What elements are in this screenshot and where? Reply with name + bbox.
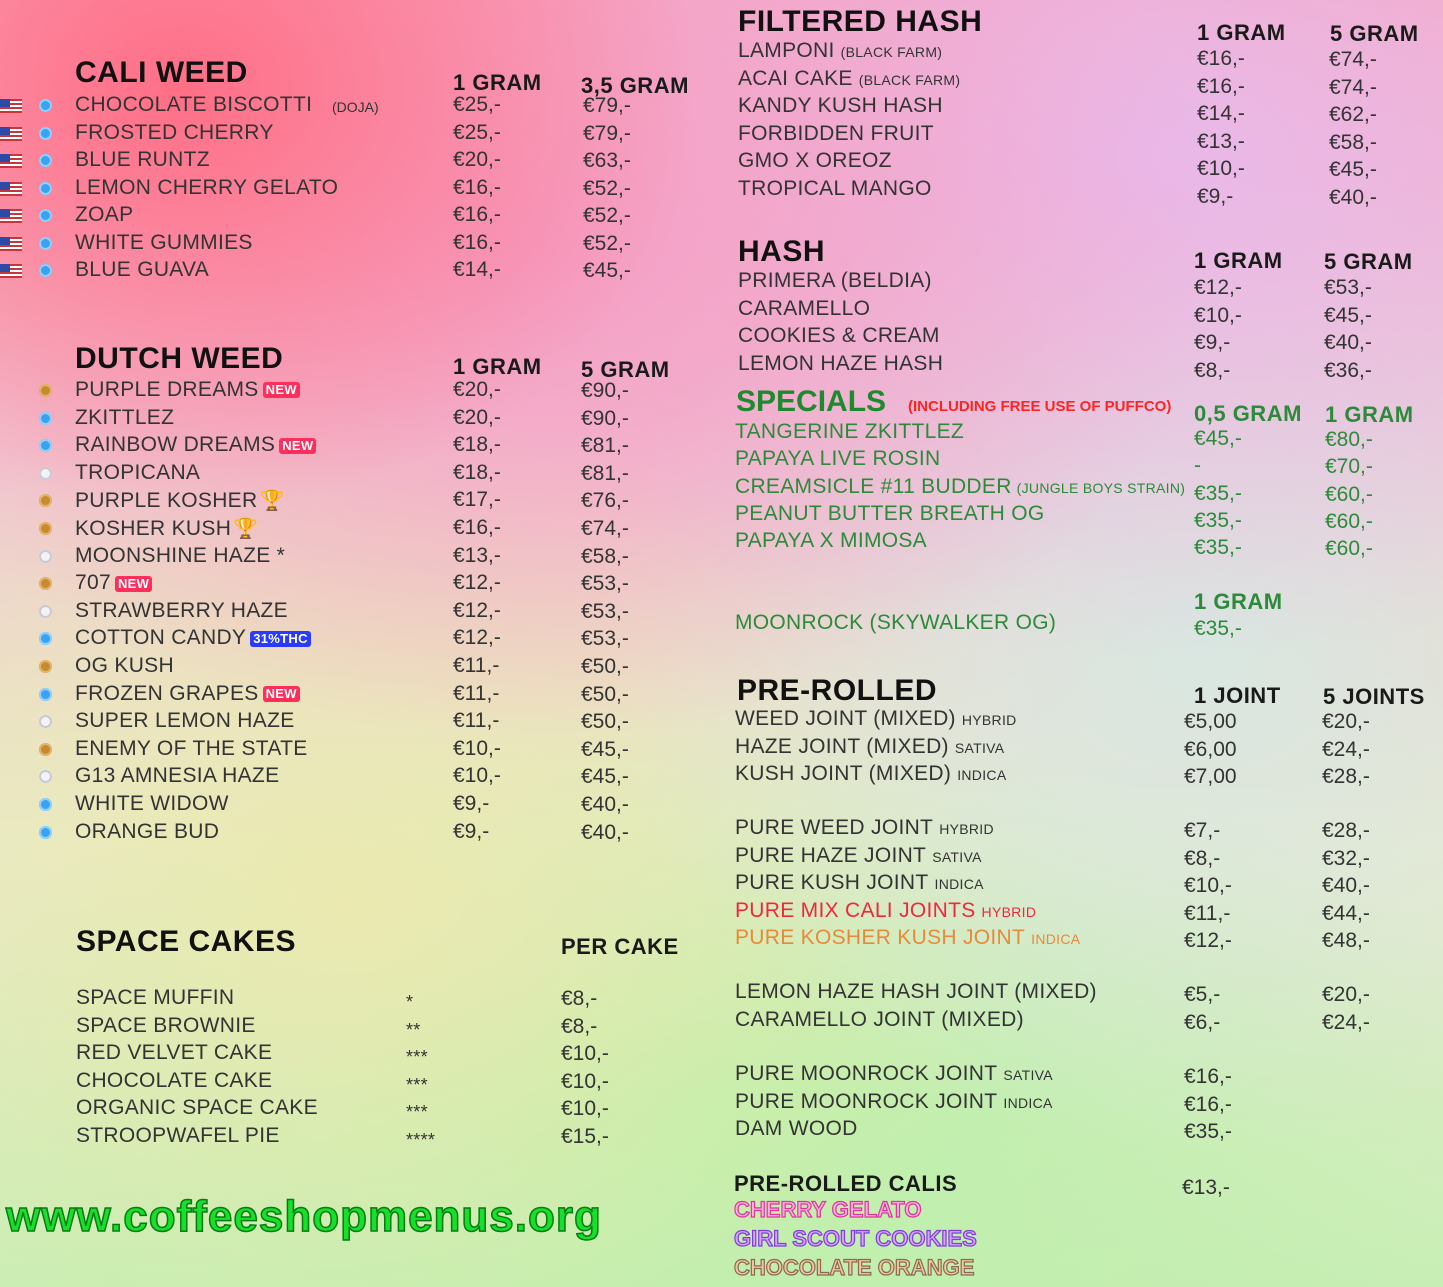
pre-rolled-item <box>735 1117 858 1141</box>
dutch-item-name: ENEMY OF THE STATE <box>75 736 308 760</box>
pre-rolled-price-5: €20,- <box>1322 983 1370 1006</box>
hexagon-white-icon <box>39 715 52 728</box>
dutch-item-price-5g: €81,- <box>581 461 629 485</box>
special-item-note: (JUNGLE BOYS STRAIN) <box>1016 479 1186 496</box>
dutch-item-name: PURPLE DREAMS <box>75 378 259 401</box>
dutch-item <box>75 406 174 430</box>
cali-item-price-1g: €25,- <box>453 120 501 144</box>
special-item <box>735 502 1045 526</box>
moonrock-name: MOONROCK (SKYWALKER OG) <box>735 611 1057 634</box>
pre-rolled-item-name: PURE HAZE JOINT <box>735 843 927 867</box>
pre-rolled-price-1: €7,00 <box>1184 765 1237 788</box>
calis-item-chocolate-orange: CHOCOLATE ORANGE <box>734 1255 975 1280</box>
pre-rolled-item-type: INDICA <box>957 767 1007 783</box>
dutch-item-price-1g: €11,- <box>453 654 500 677</box>
pre-rolled-price-1: €5,- <box>1184 983 1221 1006</box>
hexagon-blue-icon <box>39 826 52 839</box>
cake-item-stars: **** <box>406 1129 436 1150</box>
pre-rolled-price-1: €16,- <box>1184 1065 1232 1088</box>
dutch-item-name: FROZEN GRAPES <box>75 681 259 705</box>
dutch-weed-title: DUTCH WEED <box>75 342 284 375</box>
pre-rolled-price-5: €24,- <box>1322 1010 1370 1034</box>
pre-rolled-item-type: INDICA <box>1031 931 1081 947</box>
filtered-hash-item-name: TROPICAL MANGO <box>738 176 932 200</box>
filtered-hash-item <box>738 149 892 173</box>
hash-price-1g: €9,- <box>1194 331 1231 354</box>
special-price-1g: €60,- <box>1325 537 1373 561</box>
hexagon-white-icon <box>39 770 52 783</box>
hash-price-1g: €12,- <box>1194 276 1242 299</box>
hash-col1: 1 GRAM <box>1194 248 1283 273</box>
pre-rolled-item-name: DAM WOOD <box>735 1117 858 1140</box>
filtered-hash-item <box>738 67 960 91</box>
special-item-name: PEANUT BUTTER BREATH OG <box>735 501 1045 525</box>
dutch-item-price-1g: €12,- <box>453 571 501 595</box>
filtered-hash-item <box>738 177 932 201</box>
us-flag-icon <box>0 99 22 113</box>
pre-rolled-col2: 5 JOINTS <box>1323 684 1425 709</box>
pre-rolled-item <box>735 1062 1053 1086</box>
special-price-1g: €60,- <box>1325 509 1373 533</box>
dutch-item-price-5g: €45,- <box>581 765 629 789</box>
cali-item-price-35g: €79,- <box>583 121 631 145</box>
filtered-hash-price-5g: €40,- <box>1329 185 1377 209</box>
dutch-item-price-1g: €11,- <box>453 681 500 705</box>
dutch-item-name: SUPER LEMON HAZE <box>75 709 295 733</box>
dutch-item <box>75 571 152 595</box>
filtered-hash-item <box>738 122 934 146</box>
cake-item-stars: *** <box>406 1102 428 1122</box>
us-flag-icon <box>0 264 22 278</box>
hexagon-blue-icon <box>39 632 52 645</box>
pre-rolled-price-5: €20,- <box>1322 710 1370 733</box>
dutch-item-price-5g: €45,- <box>581 737 629 761</box>
dutch-item <box>75 488 285 513</box>
dutch-item <box>75 682 300 706</box>
hexagon-orange-icon <box>39 494 52 507</box>
watermark-url: www.coffeeshopmenus.org <box>6 1192 602 1241</box>
hash-price-5g: €53,- <box>1324 276 1372 299</box>
cali-item-price-35g: €52,- <box>583 176 631 200</box>
new-badge: NEW <box>115 576 152 592</box>
cali-item-price-1g: €14,- <box>453 258 501 281</box>
cake-item-price: €8,- <box>561 1014 598 1038</box>
cali-item-name: BLUE GUAVA <box>75 258 210 281</box>
cali-weed-title: CALI WEED <box>75 56 248 89</box>
cake-item-price: €8,- <box>561 987 598 1010</box>
hash-price-1g: €8,- <box>1194 358 1231 382</box>
pre-rolled-price-1: €35,- <box>1184 1120 1232 1143</box>
dutch-item <box>75 599 288 623</box>
cali-item-name: ZOAP <box>75 203 134 226</box>
dutch-item-price-1g: €13,- <box>453 543 501 567</box>
cali-item-price-1g: €25,- <box>453 93 501 116</box>
thc-badge: 31%THC <box>250 631 311 647</box>
special-price-05g: €35,- <box>1194 508 1242 532</box>
filtered-hash-item-note: (BLACK FARM) <box>858 71 961 88</box>
dutch-weed-col1: 1 GRAM <box>453 354 542 379</box>
hexagon-white-icon <box>39 605 52 618</box>
pre-rolled-calis-title: PRE-ROLLED CALIS <box>734 1171 958 1196</box>
pre-rolled-item-type: INDICA <box>1003 1094 1053 1111</box>
filtered-hash-price-5g: €74,- <box>1329 48 1377 71</box>
cali-item-price-35g: €79,- <box>583 94 631 117</box>
hexagon-icon <box>39 154 52 167</box>
cake-item-stars: * <box>406 992 414 1012</box>
specials-note: (INCLUDING FREE USE OF PUFFCO) <box>908 398 1172 415</box>
dutch-item-price-1g: €20,- <box>453 378 501 401</box>
cake-item-name: ORGANIC SPACE CAKE <box>76 1096 318 1119</box>
pre-rolled-item <box>735 980 1097 1004</box>
hash-price-5g: €45,- <box>1324 303 1372 327</box>
cali-item-name: CHOCOLATE BISCOTTI <box>75 93 313 116</box>
filtered-hash-item-name: KANDY KUSH HASH <box>738 94 943 117</box>
hexagon-blue-icon <box>39 798 52 811</box>
dutch-item-price-1g: €9,- <box>453 792 490 815</box>
pre-rolled-item-type: HYBRID <box>939 821 994 837</box>
pre-rolled-item-name: PURE WEED JOINT <box>735 816 934 839</box>
dutch-item <box>75 764 279 788</box>
pre-rolled-price-1: €12,- <box>1184 929 1232 952</box>
dutch-item-price-5g: €90,- <box>581 406 629 430</box>
new-badge: NEW <box>263 686 300 702</box>
specials-title: SPECIALS <box>736 385 887 418</box>
hexagon-orange-icon <box>39 660 52 673</box>
special-price-05g: - <box>1194 454 1201 478</box>
cali-item-price-35g: €52,- <box>583 204 631 227</box>
dutch-item-price-1g: €11,- <box>453 709 500 733</box>
dutch-item-name: COTTON CANDY <box>75 626 247 650</box>
dutch-item-name: OG KUSH <box>75 654 174 677</box>
filtered-hash-price-1g: €9,- <box>1197 184 1234 208</box>
dutch-item-price-5g: €53,- <box>581 599 629 623</box>
cake-item-stars: *** <box>406 1047 428 1067</box>
hexagon-orange-icon <box>39 384 52 397</box>
pre-rolled-item-name: HAZE JOINT (MIXED) <box>735 734 949 758</box>
cake-item-name: CHOCOLATE CAKE <box>76 1068 273 1092</box>
special-item-name: PAPAYA LIVE ROSIN <box>735 447 941 471</box>
filtered-hash-item <box>738 39 942 63</box>
space-cakes-title: SPACE CAKES <box>76 925 296 958</box>
filtered-hash-item-name: FORBIDDEN FRUIT <box>738 121 934 145</box>
dutch-weed-col2: 5 GRAM <box>581 357 670 382</box>
dutch-item <box>75 792 229 816</box>
pre-rolled-price-5: €40,- <box>1322 874 1370 897</box>
dutch-item-price-1g: €9,- <box>453 819 490 843</box>
dutch-item-price-1g: €10,- <box>453 736 501 760</box>
calis-item-cherry-gelato: CHERRY GELATO <box>734 1197 922 1222</box>
dutch-item-price-5g: €53,- <box>581 627 629 651</box>
dutch-item <box>75 820 219 844</box>
moonrock-price: €35,- <box>1194 617 1242 640</box>
cake-item-name: STROOPWAFEL PIE <box>76 1123 280 1147</box>
cake-item-price: €10,- <box>561 1097 609 1120</box>
cali-item-price-1g: €16,- <box>453 203 501 226</box>
filtered-hash-item <box>738 94 943 118</box>
pre-rolled-price-1: €10,- <box>1184 874 1232 897</box>
pre-rolled-price-5: €44,- <box>1322 901 1370 925</box>
dutch-item-price-1g: €12,- <box>453 598 501 622</box>
dutch-item-name: G13 AMNESIA HAZE <box>75 764 280 788</box>
dutch-item-price-5g: €40,- <box>581 793 629 816</box>
filtered-hash-price-5g: €62,- <box>1329 103 1377 126</box>
cali-item-price-1g: €20,- <box>453 148 501 171</box>
hash-item-name: PRIMERA (BELDIA) <box>738 269 932 292</box>
cali-item-note: (DOJA) <box>332 99 379 115</box>
dutch-item-name: WHITE WIDOW <box>75 792 229 815</box>
cali-item-name: FROSTED CHERRY <box>75 120 274 144</box>
pre-rolled-item-type: SATIVA <box>954 739 1005 756</box>
pre-rolled-price-1: €5,00 <box>1184 710 1237 733</box>
hash-title: HASH <box>738 235 826 268</box>
pre-rolled-item <box>735 707 1017 731</box>
hexagon-orange-icon <box>39 577 52 590</box>
pre-rolled-item-name: PURE MOONROCK JOINT <box>735 1089 998 1113</box>
pre-rolled-price-5: €48,- <box>1322 929 1370 952</box>
us-flag-icon <box>0 182 22 196</box>
special-price-1g: €80,- <box>1325 428 1373 451</box>
dutch-item <box>75 709 295 733</box>
dutch-item-price-1g: €10,- <box>453 764 501 788</box>
hexagon-icon <box>39 209 52 222</box>
pre-rolled-item <box>735 735 1004 759</box>
pre-rolled-item <box>735 1008 1024 1032</box>
pre-rolled-price-1: €6,00 <box>1184 737 1237 761</box>
dutch-item-price-5g: €50,- <box>581 710 629 734</box>
pre-rolled-price-1: €7,- <box>1184 819 1221 842</box>
hexagon-blue-icon <box>39 412 52 425</box>
hexagon-white-icon <box>39 550 52 563</box>
dutch-item-price-5g: €76,- <box>581 489 629 513</box>
hash-item-name: LEMON HAZE HASH <box>738 351 944 375</box>
special-item <box>735 420 964 444</box>
new-badge: NEW <box>263 382 300 398</box>
cali-item-price-1g: €16,- <box>453 230 501 254</box>
pre-rolled-item <box>735 1090 1053 1114</box>
special-item <box>735 447 940 471</box>
dutch-item-price-1g: €20,- <box>453 405 501 429</box>
special-price-05g: €35,- <box>1194 536 1242 560</box>
pre-rolled-price-1: €16,- <box>1184 1092 1232 1116</box>
special-item-name: PAPAYA X MIMOSA <box>735 529 927 553</box>
pre-rolled-item <box>735 871 984 895</box>
cali-item-price-35g: €45,- <box>583 259 631 282</box>
filtered-hash-price-1g: €16,- <box>1197 47 1245 70</box>
cali-item-price-35g: €52,- <box>583 231 631 255</box>
pre-rolled-item-type: SATIVA <box>1003 1067 1053 1083</box>
cake-item-stars: ** <box>406 1019 421 1040</box>
cake-item-name: SPACE MUFFIN <box>76 986 235 1009</box>
filtered-hash-col1: 1 GRAM <box>1197 20 1286 45</box>
dutch-item-price-5g: €50,- <box>581 655 629 678</box>
dutch-item-price-5g: €81,- <box>581 434 629 458</box>
dutch-item-name: TROPICANA <box>75 460 201 484</box>
dutch-item-name: MOONSHINE HAZE * <box>75 543 286 567</box>
cake-item-name: SPACE BROWNIE <box>76 1013 256 1037</box>
dutch-item <box>75 516 258 541</box>
filtered-hash-price-1g: €16,- <box>1197 74 1245 98</box>
calis-item-girl-scout-cookies: GIRL SCOUT COOKIES <box>734 1226 977 1251</box>
pre-rolled-item-name: PURE MOONROCK JOINT <box>735 1062 998 1085</box>
hexagon-white-icon <box>39 467 52 480</box>
cake-item-stars: *** <box>406 1074 428 1095</box>
pre-rolled-item <box>735 899 1036 923</box>
dutch-item-price-5g: €90,- <box>581 379 629 402</box>
pre-rolled-item <box>735 844 982 868</box>
pre-rolled-price-1: €6,- <box>1184 1010 1221 1034</box>
dutch-item <box>75 544 285 568</box>
cali-item-name: LEMON CHERRY GELATO <box>75 175 339 199</box>
trophy-icon: 🏆 <box>233 518 259 540</box>
dutch-item-name: ZKITTLEZ <box>75 405 175 429</box>
special-price-1g: €70,- <box>1325 455 1373 479</box>
cali-weed-col2: 3,5 GRAM <box>581 73 689 98</box>
pre-rolled-item-name: LEMON HAZE HASH JOINT (MIXED) <box>735 980 1097 1003</box>
special-price-05g: €45,- <box>1194 427 1242 450</box>
dutch-item <box>75 461 200 485</box>
hexagon-icon <box>39 264 52 277</box>
cake-item-name: RED VELVET CAKE <box>76 1041 273 1064</box>
dutch-item-price-1g: €16,- <box>453 516 501 539</box>
dutch-item-price-5g: €58,- <box>581 544 629 568</box>
pre-rolled-item <box>735 762 1006 786</box>
special-item-name: TANGERINE ZKITTLEZ <box>735 420 965 443</box>
special-item <box>735 529 927 553</box>
hash-price-5g: €36,- <box>1324 358 1372 382</box>
dutch-item-price-5g: €74,- <box>581 517 629 540</box>
pre-rolled-item-name: CARAMELLO JOINT (MIXED) <box>735 1007 1024 1031</box>
pre-rolled-price-5: €28,- <box>1322 819 1370 842</box>
specials-col1: 0,5 GRAM <box>1194 401 1302 426</box>
cali-item-price-35g: €63,- <box>583 149 631 172</box>
dutch-item-price-5g: €53,- <box>581 572 629 596</box>
pre-rolled-item-name: PURE MIX CALI JOINTS <box>735 898 976 922</box>
hash-item-name: CARAMELLO <box>738 296 871 320</box>
filtered-hash-price-5g: €58,- <box>1329 130 1377 154</box>
pre-rolled-price-5: €32,- <box>1322 846 1370 870</box>
filtered-hash-item-name: ACAI CAKE <box>738 66 853 90</box>
dutch-item <box>75 433 316 457</box>
hexagon-icon <box>39 127 52 140</box>
cake-item-price: €15,- <box>561 1124 609 1148</box>
hexagon-icon <box>39 182 52 195</box>
trophy-icon: 🏆 <box>259 490 285 513</box>
dutch-item-name: PURPLE KOSHER <box>75 489 258 513</box>
moonrock-col: 1 GRAM <box>1194 589 1283 614</box>
pre-rolled-price-1: €8,- <box>1184 846 1221 870</box>
pre-rolled-title: PRE-ROLLED <box>737 674 937 707</box>
hexagon-icon <box>39 237 52 250</box>
dutch-item-price-5g: €40,- <box>581 820 629 844</box>
pre-rolled-calis-price: €13,- <box>1182 1176 1230 1199</box>
filtered-hash-title: FILTERED HASH <box>738 5 983 38</box>
cali-item-name: BLUE RUNTZ <box>75 148 210 171</box>
hexagon-orange-icon <box>39 522 52 535</box>
specials-col2: 1 GRAM <box>1325 402 1414 427</box>
us-flag-icon <box>0 127 22 141</box>
us-flag-icon <box>0 237 22 251</box>
dutch-item-name: RAINBOW DREAMS <box>75 433 276 457</box>
filtered-hash-price-5g: €74,- <box>1329 75 1377 99</box>
filtered-hash-item-name: LAMPONI <box>738 39 835 62</box>
hexagon-blue-icon <box>39 439 52 452</box>
pre-rolled-item-name: WEED JOINT (MIXED) <box>735 707 956 730</box>
dutch-item <box>75 737 308 761</box>
hash-item-name: COOKIES & CREAM <box>738 324 940 347</box>
dutch-item-price-1g: €18,- <box>453 460 501 484</box>
pre-rolled-item-type: HYBRID <box>981 903 1037 920</box>
dutch-item-price-1g: €12,- <box>453 626 501 650</box>
filtered-hash-price-5g: €45,- <box>1329 158 1377 181</box>
pre-rolled-col1: 1 JOINT <box>1194 683 1281 708</box>
special-item-name: CREAMSICLE #11 BUDDER <box>735 474 1012 498</box>
cake-item-price: €10,- <box>561 1042 609 1065</box>
dutch-item-name: ORANGE BUD <box>75 819 220 843</box>
dutch-item-name: KOSHER KUSH <box>75 517 232 540</box>
cali-weed-col1: 1 GRAM <box>453 70 542 95</box>
dutch-item-price-5g: €50,- <box>581 682 629 706</box>
new-badge: NEW <box>279 438 316 454</box>
us-flag-icon <box>0 209 22 223</box>
hexagon-icon <box>39 99 52 112</box>
dutch-item-price-1g: €17,- <box>453 488 501 512</box>
dutch-item <box>75 654 174 678</box>
pre-rolled-item <box>735 926 1080 950</box>
filtered-hash-col2: 5 GRAM <box>1330 21 1419 46</box>
pre-rolled-price-5: €28,- <box>1322 765 1370 788</box>
pre-rolled-price-5: €24,- <box>1322 737 1370 761</box>
dutch-item <box>75 378 300 402</box>
pre-rolled-item-name: PURE KOSHER KUSH JOINT <box>735 926 1026 949</box>
hexagon-blue-icon <box>39 688 52 701</box>
cake-item-price: €10,- <box>561 1069 609 1093</box>
pre-rolled-item <box>735 816 994 840</box>
pre-rolled-item-type: INDICA <box>934 876 984 892</box>
pre-rolled-item-name: PURE KUSH JOINT <box>735 871 929 894</box>
hash-price-5g: €40,- <box>1324 331 1372 354</box>
pre-rolled-item-name: KUSH JOINT (MIXED) <box>735 762 952 785</box>
special-price-1g: €60,- <box>1325 482 1373 506</box>
special-item <box>735 475 1185 499</box>
us-flag-icon <box>0 154 22 168</box>
hexagon-orange-icon <box>39 743 52 756</box>
dutch-item-price-1g: €18,- <box>453 433 501 457</box>
dutch-item <box>75 626 311 650</box>
space-cakes-col: PER CAKE <box>561 934 679 959</box>
filtered-hash-price-1g: €14,- <box>1197 102 1245 125</box>
cali-item-name: WHITE GUMMIES <box>75 230 253 254</box>
cali-item-price-1g: €16,- <box>453 175 501 199</box>
dutch-item-name: STRAWBERRY HAZE <box>75 598 288 622</box>
hash-price-1g: €10,- <box>1194 303 1242 327</box>
pre-rolled-item-type: HYBRID <box>961 712 1017 728</box>
filtered-hash-item-name: GMO X OREOZ <box>738 149 892 172</box>
pre-rolled-item-type: SATIVA <box>932 848 982 865</box>
filtered-hash-item-note: (BLACK FARM) <box>840 44 943 60</box>
dutch-item-name: 707 <box>75 571 111 595</box>
special-price-05g: €35,- <box>1194 481 1242 505</box>
filtered-hash-price-1g: €10,- <box>1197 157 1245 180</box>
filtered-hash-price-1g: €13,- <box>1197 129 1245 153</box>
hash-col2: 5 GRAM <box>1324 249 1413 274</box>
pre-rolled-price-1: €11,- <box>1184 901 1231 925</box>
